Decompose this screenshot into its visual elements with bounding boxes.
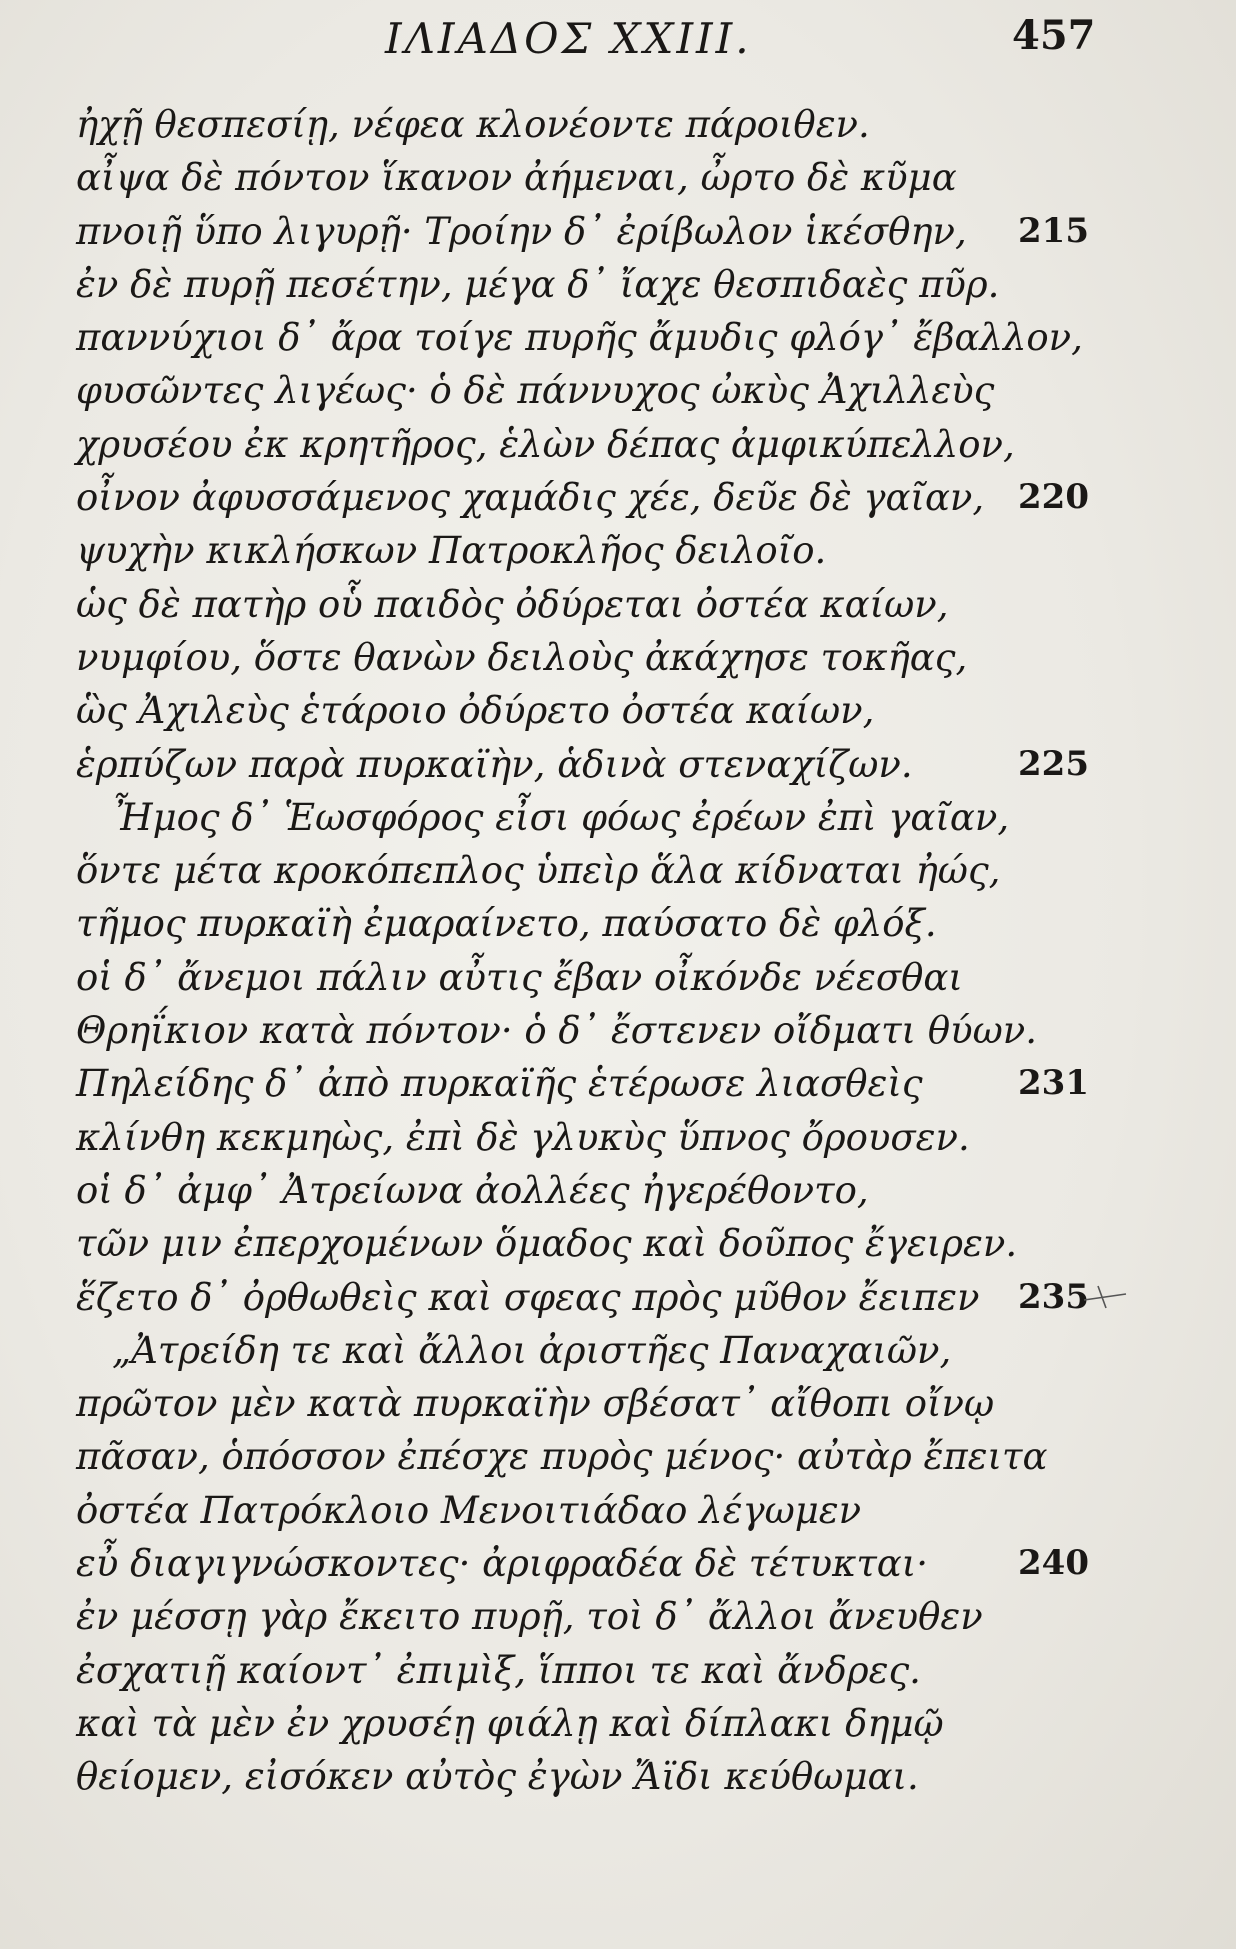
verse-text: φυσῶντες λιγέως· ὁ δὲ πάννυχος ὠκὺς Ἀχιλλεὺς	[76, 369, 995, 413]
verse-line	[0, 311, 1236, 364]
verse-text: τῶν μιν ἐπερχομένων ὅμαδος καὶ δοῦπος ἔγειρεν.	[76, 1222, 1018, 1266]
verse-text: ὅντε μέτα κροκόπεπλος ὑπεὶρ ἅλα κίδναται ἠώς,	[76, 849, 1001, 893]
verse-text: ὀστέα Πατρόκλοιο Μενοιτιάδαο λέγωμεν	[76, 1488, 862, 1532]
verse-line	[0, 1164, 1236, 1217]
line-number: 225	[1018, 743, 1089, 784]
verse-line	[0, 471, 1236, 524]
verse-text: Θρηΐκιον κατὰ πόντον· ὁ δ᾽ ἔστενεν οἴδματι θύων.	[76, 1009, 1038, 1053]
verse-line	[0, 684, 1236, 737]
verse-line	[0, 897, 1236, 950]
page-header	[0, 8, 1236, 68]
verse-text: ἐν μέσσῃ γὰρ ἔκειτο πυρῇ, τοὶ δ᾽ ἄλλοι ἄνευθεν	[76, 1595, 983, 1639]
verse-line	[0, 631, 1236, 684]
verse-text: Πηλείδης δ᾽ ἀπὸ πυρκαϊῆς ἑτέρωσε λιασθεὶς	[76, 1062, 923, 1106]
verse-line	[0, 1537, 1236, 1590]
verse-line	[0, 1324, 1236, 1377]
verse-line	[0, 418, 1236, 471]
verse-line	[0, 205, 1236, 258]
line-number: 220	[1018, 477, 1089, 518]
verse-line	[0, 1697, 1236, 1750]
verse-text: πνοιῇ ὕπο λιγυρῇ· Τροίην δ᾽ ἐρίβωλον ἱκέσθην,	[76, 209, 967, 253]
verse-text: οἶνον ἀφυσσάμενος χαμάδις χέε, δεῦε δὲ γαῖαν,	[76, 476, 985, 520]
verse-text: ἑρπύζων παρὰ πυρκαϊὴν, ἁδινὰ στεναχίζων.	[76, 742, 913, 786]
verse-text: αἶψα δὲ πόντον ἵκανον ἀήμεναι, ὦρτο δὲ κῦμα	[76, 156, 957, 200]
verse-line	[0, 791, 1236, 844]
verse-line	[0, 1750, 1236, 1803]
verse-text: „Ἀτρείδη τε καὶ ἄλλοι ἀριστῆες Παναχαιῶν,	[112, 1328, 952, 1372]
verse-line	[0, 738, 1236, 791]
line-number: 215	[1018, 210, 1089, 251]
verse-line	[0, 98, 1236, 151]
verse-line	[0, 1057, 1236, 1110]
verse-text: ἐν δὲ πυρῇ πεσέτην, μέγα δ᾽ ἴαχε θεσπιδαὲς πῦρ.	[76, 262, 1000, 306]
page-number: 457	[1012, 12, 1096, 59]
line-number: 235	[1018, 1276, 1089, 1317]
verse-text: παννύχιοι δ᾽ ἄρα τοίγε πυρῆς ἄμυδις φλόγ᾽ ἔβαλλον,	[76, 316, 1083, 360]
line-number: 231	[1018, 1063, 1089, 1104]
verse-text: θείομεν, εἰσόκεν αὐτὸς ἐγὼν Ἄϊδι κεύθωμαι.	[76, 1755, 919, 1799]
verse-text: πᾶσαν, ὁπόσσον ἐπέσχε πυρὸς μένος· αὐτὰρ ἔπειτα	[76, 1435, 1048, 1479]
verse-text: τῆμος πυρκαϊὴ ἐμαραίνετο, παύσατο δὲ φλόξ.	[76, 902, 937, 946]
verse-text: καὶ τὰ μὲν ἐν χρυσέῃ φιάλῃ καὶ δίπλακι δημῷ	[76, 1701, 944, 1745]
verse-line	[0, 1484, 1236, 1537]
verse-line	[0, 524, 1236, 577]
running-title: ΙΛΙΑΔΟΣ XXIII.	[385, 14, 752, 63]
verse-text: ὡς δὲ πατὴρ οὗ παιδὸς ὀδύρεται ὀστέα καίων,	[76, 582, 949, 626]
verse-text: Ἦμος δ᾽ Ἑωσφόρος εἶσι φόως ἐρέων ἐπὶ γαῖαν,	[112, 795, 1010, 839]
verse-text: οἱ δ᾽ ἄνεμοι πάλιν αὖτις ἔβαν οἶκόνδε νέεσθαι	[76, 955, 963, 999]
verse-text: ἠχῇ θεσπεσίῃ, νέφεα κλονέοντε πάροιθεν.	[76, 103, 870, 146]
verse-text: χρυσέου ἐκ κρητῆρος, ἑλὼν δέπας ἀμφικύπελλον,	[76, 422, 1015, 466]
verse-text: πρῶτον μὲν κατὰ πυρκαϊὴν σβέσατ᾽ αἴθοπι οἴνῳ	[76, 1382, 995, 1426]
verse-line	[0, 1271, 1236, 1324]
verse-text: ἐσχατιῇ καίοντ᾽ ἐπιμὶξ, ἵπποι τε καὶ ἄνδρες.	[76, 1648, 921, 1692]
verse-line	[0, 951, 1236, 1004]
verse-text: νυμφίου, ὅστε θανὼν δειλοὺς ἀκάχησε τοκῆας,	[76, 635, 968, 679]
verse-text: κλίνθη κεκμηὼς, ἐπὶ δὲ γλυκὺς ὕπνος ὄρουσεν.	[76, 1115, 970, 1159]
verse-line	[0, 1590, 1236, 1643]
verse-text: εὖ διαγιγνώσκοντες· ἀριφραδέα δὲ τέτυκται·	[76, 1542, 929, 1586]
verse-text: ψυχὴν κικλήσκων Πατροκλῆος δειλοῖο.	[76, 529, 827, 573]
verse-line	[0, 258, 1236, 311]
pencil-mark-icon	[1080, 1280, 1130, 1310]
verse-text: ἕζετο δ᾽ ὀρθωθεὶς καὶ σφεας πρὸς μῦθον ἔειπεν	[76, 1275, 980, 1319]
verse-line	[0, 1004, 1236, 1057]
verse-line	[0, 1644, 1236, 1697]
line-number: 240	[1018, 1543, 1089, 1584]
verse-line	[0, 1217, 1236, 1270]
verse-block	[0, 98, 1236, 1804]
verse-text: οἱ δ᾽ ἀμφ᾽ Ἀτρείωνα ἀολλέες ἠγερέθοντο,	[76, 1168, 869, 1212]
verse-line	[0, 844, 1236, 897]
verse-text: ὣς Ἀχιλεὺς ἑτάροιο ὀδύρετο ὀστέα καίων,	[76, 689, 875, 733]
verse-line	[0, 1111, 1236, 1164]
verse-line	[0, 151, 1236, 204]
verse-line	[0, 364, 1236, 417]
verse-line	[0, 1377, 1236, 1430]
verse-line	[0, 578, 1236, 631]
verse-line	[0, 1430, 1236, 1483]
